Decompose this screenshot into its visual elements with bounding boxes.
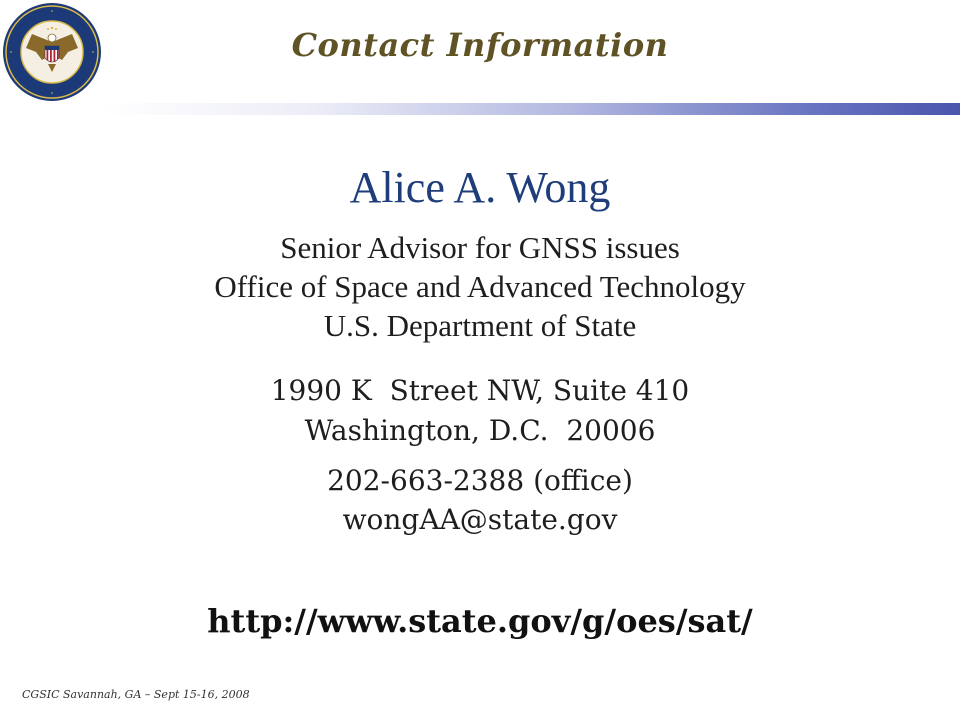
contact-phone: 202-663-2388 (office) [327, 464, 633, 497]
contact-office: Office of Space and Advanced Technology [214, 269, 746, 304]
contact-email-link[interactable]: wongAA@state.gov [342, 503, 618, 536]
footer-event-text: CGSIC Savannah, GA – Sept 15-16, 2008 [22, 688, 250, 701]
contact-department: U.S. Department of State [323, 308, 637, 343]
contact-city: Washington, D.C. 20006 [304, 414, 656, 447]
contact-address-block [0, 371, 960, 451]
contact-job-title: Senior Advisor for GNSS issues [280, 230, 680, 265]
header-divider-bar [100, 103, 960, 115]
contact-street: 1990 K Street NW, Suite 410 [270, 374, 690, 407]
page-title: Contact Information [291, 26, 669, 64]
contact-role-block [0, 228, 960, 345]
contact-website-link[interactable]: http://www.state.gov/g/oes/sat/ [207, 602, 753, 640]
contact-name: Alice A. Wong [349, 163, 611, 212]
